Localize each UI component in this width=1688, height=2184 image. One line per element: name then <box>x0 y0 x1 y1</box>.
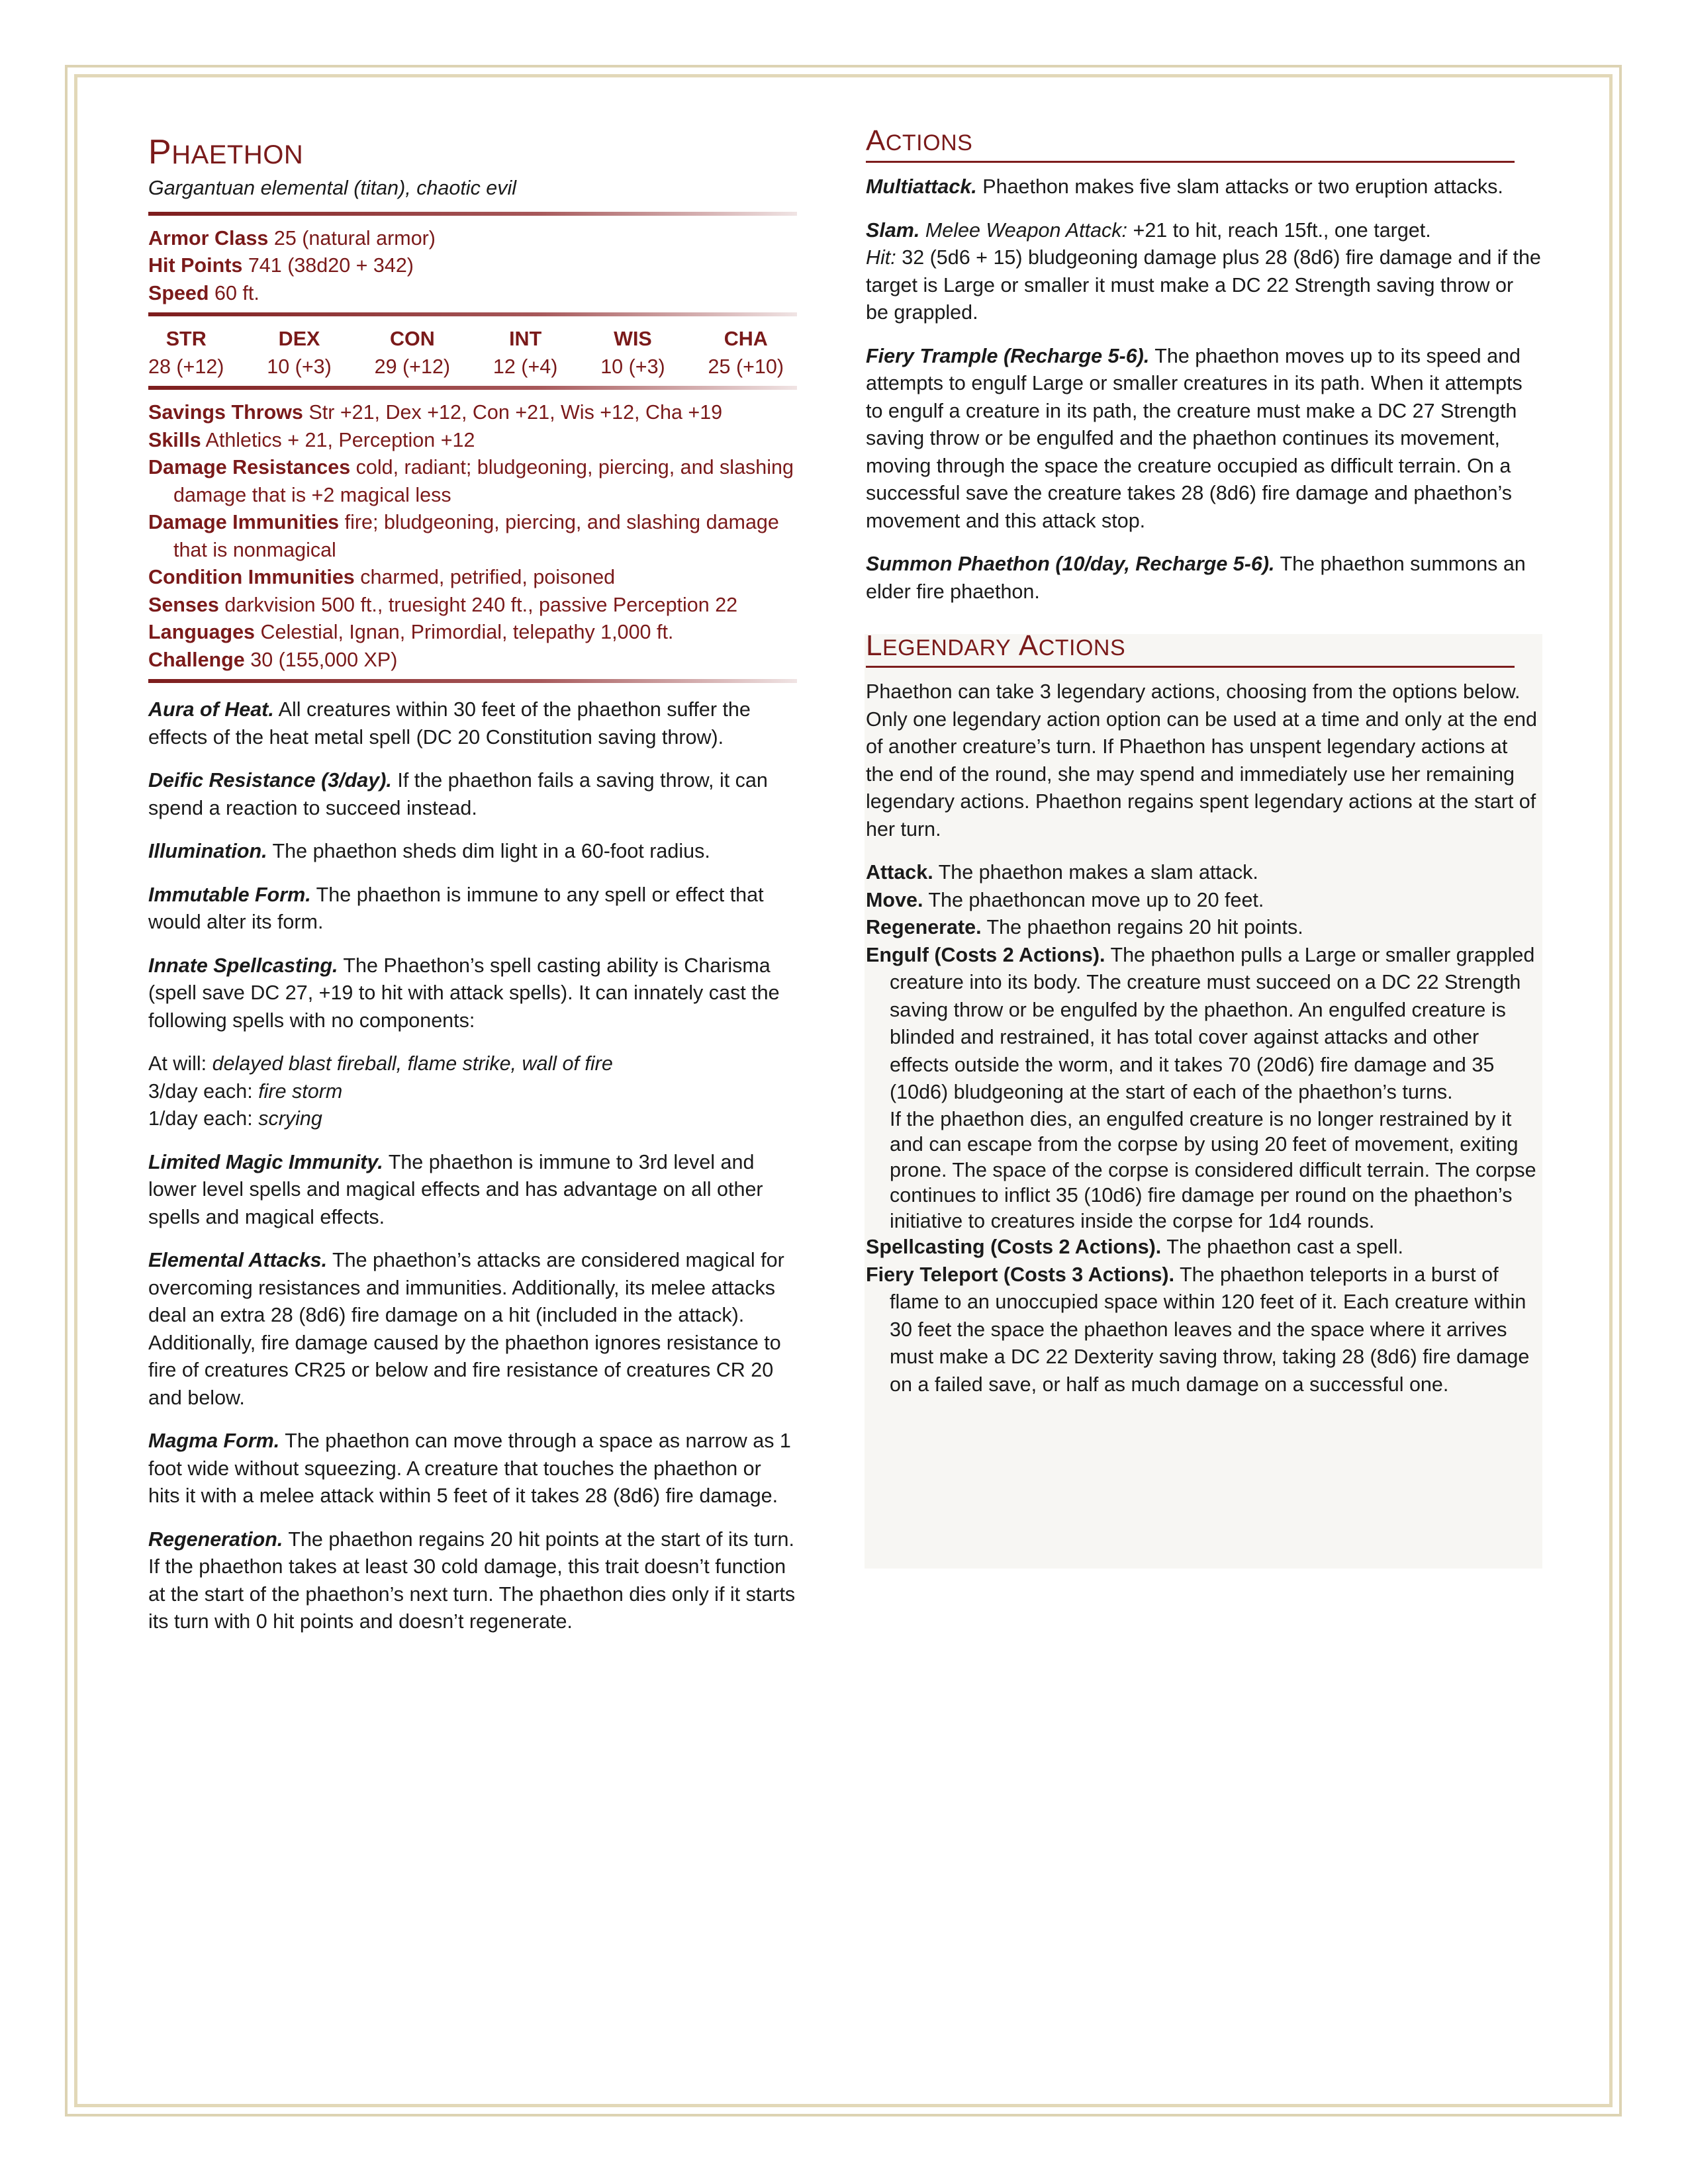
ability-int: INT 12 (+4) <box>492 328 558 378</box>
trait-deific-resistance: Deific Resistance (3/day). If the phaethon fails a saving throw, it can spend a reaction to succeed instead. <box>148 769 768 819</box>
trait-magma-form: Magma Form. The phaethon can move through a space as narrow as 1 foot wide without squeezing. A creature that touches the phaethon or hits it with a melee attack within 5 feet of it takes 28 (8d6) fire damage. <box>148 1430 791 1507</box>
stat-block-right-column <box>866 126 1541 1398</box>
action-multiattack: Multiattack. Phaethon makes five slam attacks or two eruption attacks. <box>866 175 1503 198</box>
divider <box>148 386 797 390</box>
trait-elemental-attacks: Elemental Attacks. The phaethon’s attacks are considered magical for overcoming resistances and immunities. Additionally, its melee attacks deal an extra 28 (8d6) fire damage on a hit (included in the attack). Additionally, fire damage caused by the phaethon ignores resistance to fire of creatures CR25 or below and fire resistance of creatures CR 20 and below. <box>148 1249 784 1409</box>
action-fiery-trample: Fiery Trample (Recharge 5-6). The phaethon moves up to its speed and attempts to engulf Large or smaller creatures in its path. When it attempts to engulf a creature in its path, the creature must make a DC 27 Strength saving throw or be engulfed and the phaethon continues its movement, moving through the space the creature occupied as difficult terrain. On a successful save the creature takes 28 (8d6) fire damage and phaethon’s movement and this attack stop. <box>866 344 1523 532</box>
ability-str: STR 28 (+12) <box>148 328 224 378</box>
legendary-engulf-death: If the phaethon dies, an engulfed creature is no longer restrained by it and can escape from the corpse by using 20 feet of movement, exiting prone. The space of the corpse is considered difficult terrain. The corpse continues to inflict 35 (10d6) fire damage per round on the phaethon’s initiative to creatures inside the corpse for 1d4 rounds. <box>890 1107 1536 1232</box>
legendary-spellcasting: Spellcasting (Costs 2 Actions). The phaethon cast a spell. <box>866 1236 1403 1258</box>
ability-wis: WIS 10 (+3) <box>600 328 665 378</box>
challenge: Challenge 30 (155,000 XP) <box>148 648 398 671</box>
ability-cha: CHA 25 (+10) <box>708 328 784 378</box>
stat-block-left-column <box>148 128 797 1652</box>
saving-throws: Savings Throws Str +21, Dex +12, Con +21, Wis +12, Cha +19 <box>148 401 723 424</box>
trait-regeneration: Regeneration. The phaethon regains 20 hit points at the start of its turn. If the phaethon takes at least 30 cold damage, this trait doesn’t function at the start of the phaethon’s next turn. The phaethon dies only if it starts its turn with 0 hit points and doesn’t regenerate. <box>148 1527 796 1633</box>
trait-immutable-form: Immutable Form. The phaethon is immune to any spell or effect that would alter its form. <box>148 883 764 933</box>
legendary-attack: Attack. The phaethon makes a slam attack. <box>866 861 1258 884</box>
divider <box>148 679 797 683</box>
action-slam: Slam. Melee Weapon Attack: +21 to hit, reach 15ft., one target. Hit: 32 (5d6 + 15) bludgeoning damage plus 28 (8d6) fire damage and if the target is Large or smaller it must make a DC 22 Strength saving throw or be grappled. <box>866 218 1541 324</box>
spell-line: At will: delayed blast fireball, flame strike, wall of fire <box>148 1052 613 1075</box>
damage-immunities: Damage Immunities fire; bludgeoning, piercing, and slashing damage that is nonmagical <box>148 511 779 561</box>
languages: Languages Celestial, Ignan, Primordial, telepathy 1,000 ft. <box>148 621 674 643</box>
legendary-move: Move. The phaethoncan move up to 20 feet. <box>866 888 1264 911</box>
spell-line: 1/day each: scrying <box>148 1107 322 1130</box>
action-summon-phaethon: Summon Phaethon (10/day, Recharge 5-6). The phaethon summons an elder fire phaethon. <box>866 553 1526 603</box>
senses: Senses darkvision 500 ft., truesight 240 ft., passive Perception 22 <box>148 593 738 616</box>
ability-dex: DEX 10 (+3) <box>267 328 332 378</box>
spell-line: 3/day each: fire storm <box>148 1079 343 1103</box>
trait-illumination: Illumination. The phaethon sheds dim light in a 60-foot radius. <box>148 840 710 862</box>
trait-innate-spellcasting: Innate Spellcasting. The Phaethon’s spell casting ability is Charisma (spell save DC 27, +19 to hit with attack spells). It can innately cast the following spells with no components: <box>148 954 780 1032</box>
skills: Skills Athletics + 21, Perception +12 <box>148 428 475 451</box>
ability-con: CON 29 (+12) <box>374 328 451 378</box>
ability-scores <box>148 326 784 381</box>
divider <box>148 212 797 216</box>
trait-aura-of-heat: Aura of Heat. All creatures within 30 feet of the phaethon suffer the effects of the heat metal spell (DC 20 Constitution saving throw). <box>148 698 751 749</box>
divider <box>148 312 797 316</box>
monster-subtitle: Gargantuan elemental (titan), chaotic evil <box>148 177 517 199</box>
hit-points: Hit Points 741 (38d20 + 342) <box>148 254 414 277</box>
damage-resistances: Damage Resistances cold, radiant; bludgeoning, piercing, and slashing damage that is +2 magical less <box>148 456 794 506</box>
actions-heading: ACTIONS <box>866 124 973 157</box>
legendary-actions-heading: LEGENDARY ACTIONS <box>866 629 1126 662</box>
condition-immunities: Condition Immunities charmed, petrified, poisoned <box>148 566 616 588</box>
legendary-intro: Phaethon can take 3 legendary actions, choosing from the options below. Only one legendary action option can be used at a time and only at the end of another creature’s turn. If Phaethon has unspent legendary actions at the end of the round, she may spend and immediately use her remaining legendary actions. Phaethon regains spent legendary actions at the start of her turn. <box>866 680 1537 841</box>
speed: Speed 60 ft. <box>148 281 259 304</box>
legendary-fiery-teleport: Fiery Teleport (Costs 3 Actions). The phaethon teleports in a burst of flame to an unoccupied space within 120 feet of it. Each creature within 30 feet the space the phaethon leaves and the space where it arrives must make a DC 22 Dexterity saving throw, taking 28 (8d6) fire damage on a failed save, or half as much damage on a successful one. <box>866 1263 1530 1396</box>
legendary-regenerate: Regenerate. The phaethon regains 20 hit points. <box>866 916 1303 938</box>
trait-limited-magic-immunity: Limited Magic Immunity. The phaethon is immune to 3rd level and lower level spells and magical effects and has advantage on all other spells and magical effects. <box>148 1150 763 1228</box>
section-rule <box>866 161 1515 163</box>
armor-class: Armor Class 25 (natural armor) <box>148 226 436 250</box>
monster-name: PHAETHON <box>148 133 304 171</box>
section-rule <box>866 666 1515 668</box>
legendary-engulf: Engulf (Costs 2 Actions). The phaethon pulls a Large or smaller grappled creature into its body. The creature must succeed on a DC 22 Strength saving throw or be engulfed by the phaethon. An engulfed creature is blinded and restrained, it has total cover against attacks and other effects outside the worm, and it takes 70 (20d6) fire damage and 35 (10d6) bludgeoning at the start of each of the phaethon’s turns. <box>866 943 1535 1103</box>
spell-list <box>148 1050 797 1133</box>
